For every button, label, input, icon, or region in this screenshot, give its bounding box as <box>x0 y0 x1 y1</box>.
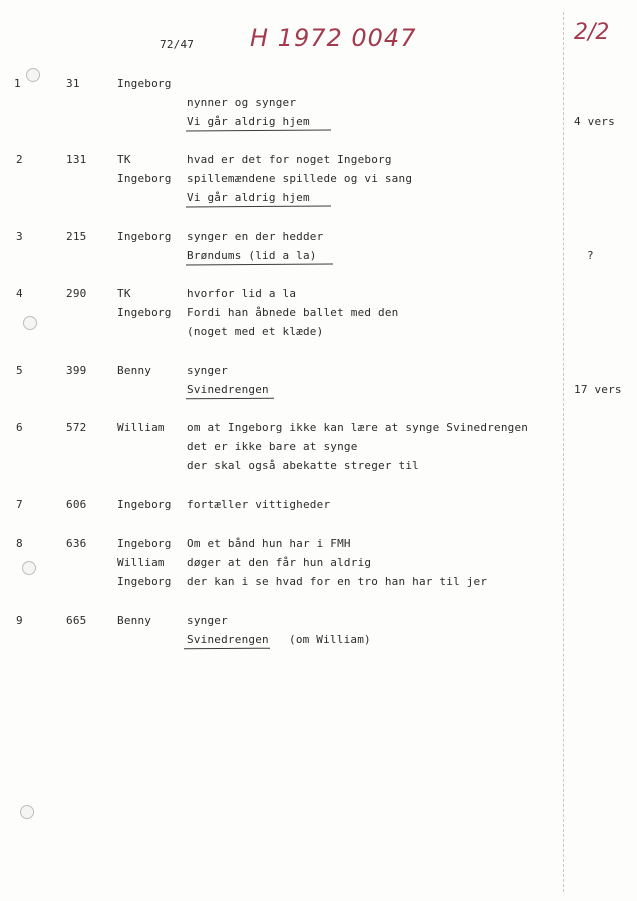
entry-number: 3 <box>16 230 23 243</box>
speaker-name: Ingeborg <box>117 575 172 588</box>
tape-counter: 572 <box>66 421 87 434</box>
content-line: hvorfor lid a la <box>187 287 297 300</box>
punch-hole <box>20 805 34 819</box>
speaker-name: William <box>117 421 165 434</box>
speaker-name: Benny <box>117 614 152 627</box>
entry-number: 1 <box>14 77 21 90</box>
speaker-name: Benny <box>117 364 152 377</box>
margin-note: 17 vers <box>574 383 622 396</box>
content-line: Vi går aldrig hjem <box>187 191 310 204</box>
tape-counter: 215 <box>66 230 87 243</box>
content-line: synger en der hedder <box>187 230 324 243</box>
content-line: synger <box>187 614 228 627</box>
entry-number: 9 <box>16 614 23 627</box>
speaker-name: TK <box>117 153 131 166</box>
entry-number: 4 <box>16 287 23 300</box>
content-line: Fordi han åbnede ballet med den <box>187 306 399 319</box>
ruled-margin-line <box>563 12 564 892</box>
speaker-name: William <box>117 556 165 569</box>
entry-number: 7 <box>16 498 23 511</box>
speaker-name: Ingeborg <box>117 172 172 185</box>
content-line: der kan i se hvad for en tro han har til jer <box>187 575 488 588</box>
punch-hole <box>23 316 37 330</box>
title-underline <box>186 263 333 265</box>
title-underline <box>186 205 331 207</box>
content-line: Svinedrengen <box>187 383 269 396</box>
content-line: Vi går aldrig hjem <box>187 115 310 128</box>
tape-counter: 636 <box>66 537 87 550</box>
entry-number: 6 <box>16 421 23 434</box>
archive-number: H 1972 0047 <box>250 24 417 52</box>
tape-counter: 399 <box>66 364 87 377</box>
content-line: der skal også abekatte streger til <box>187 459 419 472</box>
speaker-name: Ingeborg <box>117 306 172 319</box>
content-line: spillemændene spillede og vi sang <box>187 172 413 185</box>
content-line: hvad er det for noget Ingeborg <box>187 153 392 166</box>
speaker-name: Ingeborg <box>117 77 172 90</box>
content-line: Svinedrengen <box>187 633 269 646</box>
content-line: det er ikke bare at synge <box>187 440 358 453</box>
margin-note: 4 vers <box>574 115 615 128</box>
speaker-name: TK <box>117 287 131 300</box>
entry-number: 2 <box>16 153 23 166</box>
entry-number: 5 <box>16 364 23 377</box>
title-underline <box>186 398 274 400</box>
content-line: om at Ingeborg ikke kan lære at synge Svinedrengen <box>187 421 529 434</box>
punch-hole <box>22 561 36 575</box>
reference-number: 72/47 <box>160 38 195 51</box>
title-underline <box>184 648 270 650</box>
speaker-name: Ingeborg <box>117 498 172 511</box>
content-line: fortæller vittigheder <box>187 498 331 511</box>
tape-counter: 131 <box>66 153 87 166</box>
content-aside: (om William) <box>289 633 371 646</box>
content-line: Brøndums (lid a la) <box>187 249 317 262</box>
tape-counter: 31 <box>66 77 80 90</box>
content-line: døger at den får hun aldrig <box>187 556 372 569</box>
entry-number: 8 <box>16 537 23 550</box>
page-mark: 2/2 <box>574 20 610 45</box>
punch-hole <box>26 68 40 82</box>
title-underline <box>186 129 331 131</box>
speaker-name: Ingeborg <box>117 537 172 550</box>
content-line: (noget med et klæde) <box>187 325 324 338</box>
tape-counter: 606 <box>66 498 87 511</box>
content-line: synger <box>187 364 228 377</box>
content-line: nynner og synger <box>187 96 297 109</box>
margin-note: ? <box>587 249 594 262</box>
speaker-name: Ingeborg <box>117 230 172 243</box>
tape-counter: 665 <box>66 614 87 627</box>
tape-counter: 290 <box>66 287 87 300</box>
content-line: Om et bånd hun har i FMH <box>187 537 351 550</box>
